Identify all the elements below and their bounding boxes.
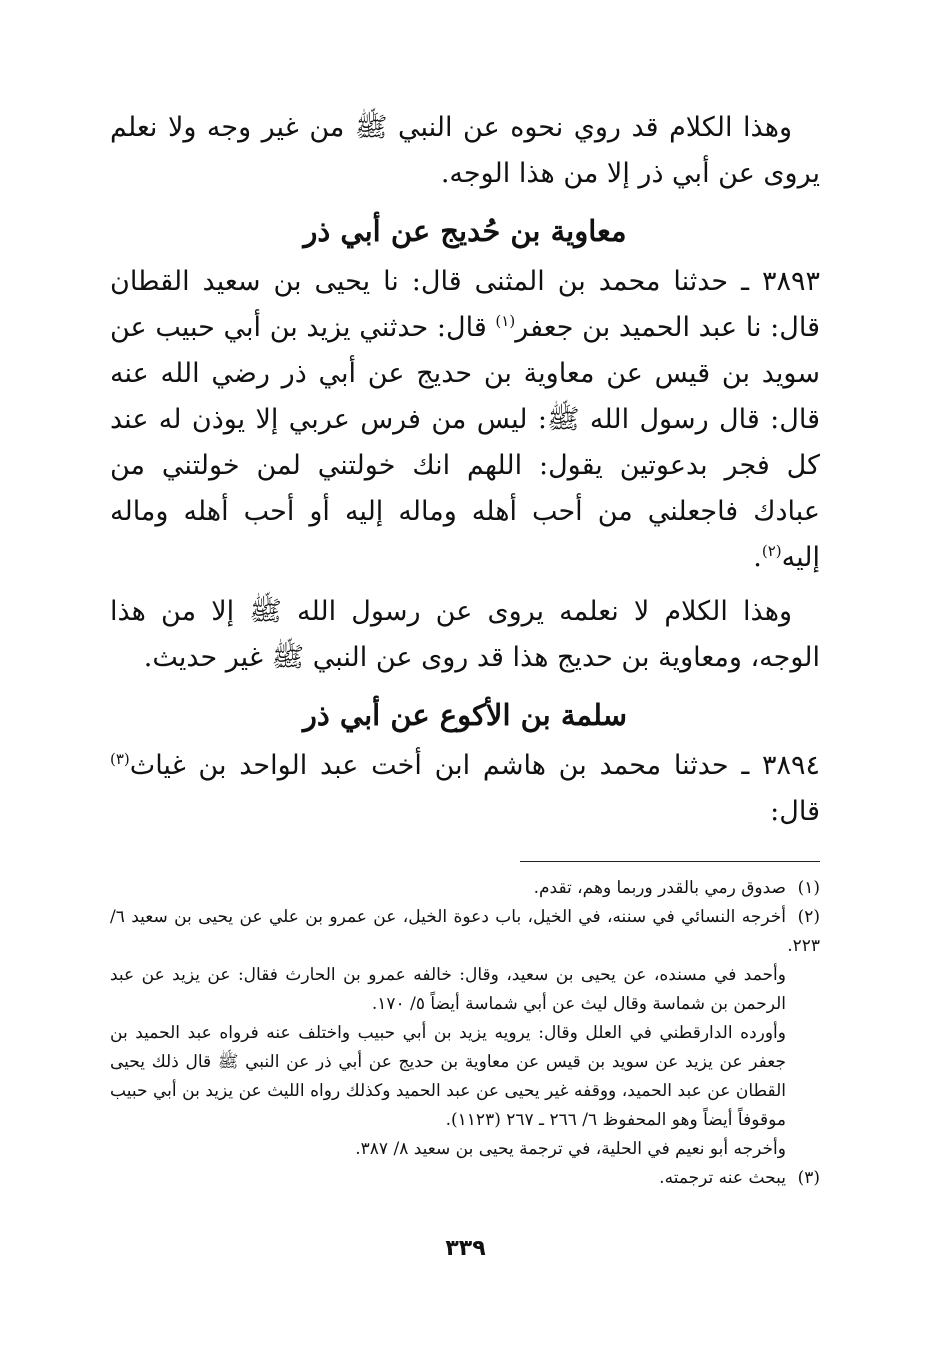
footnote-2 (110, 903, 820, 961)
footnote-text: أخرجه النسائي في سننه، في الخيل، باب دعوة الخيل، عن عمرو بن علي عن يحيى بن سعيد ٦/ ٢٢٣. (110, 907, 820, 956)
footnote-2-para-3: وأورده الدارقطني في العلل وقال: يرويه يزيد بن أبي حبيب واختلف عنه فرواه عبد الحميد بن جعفر عن يزيد عن سويد بن قيس عن معاوية بن حديج عن أبي ذر عن النبي ﷺ قال ذلك يحيى القطان عن عبد الحميد، ووقفه غير يحيى عن عبد الحميد وكذلك رواه الليث عن يزيد بن أبي حبيب موقوفاً أيضاً وهو المحفوظ ٦/ ٢٦٦ ـ ٢٦٧ (١١٢٣). (110, 1023, 786, 1130)
footnote-3 (110, 1164, 820, 1193)
section-heading-1: معاوية بن حُديج عن أبي ذر (303, 214, 627, 248)
footnote-number: (٢) (797, 907, 820, 927)
footnote-1 (110, 874, 820, 903)
hadith-text-a: حدثنا محمد بن هاشم ابن أخت عبد الواحد بن غياث (129, 750, 729, 781)
footnotes (110, 874, 820, 1193)
footnote-2-para-2: وأحمد في مسنده، عن يحيى بن سعيد، وقال: خالفه عمرو بن الحارث فقال: عن يزيد عن عبد الرحمن بن شماسة وقال ليث عن أبي شماسة أيضاً ٥/ ١٧٠. (110, 965, 786, 1014)
hadith-3893 (110, 259, 820, 581)
footnote-divider (520, 861, 820, 862)
hadith-text-b: قال: (770, 796, 820, 827)
footnote-number: (١) (797, 878, 820, 898)
hadith-number: ٣٨٩٤ ـ (741, 750, 820, 781)
footnote-text: يبحث عنه ترجمته. (659, 1168, 786, 1188)
footnote-ref-1: (١) (495, 312, 516, 330)
hadith-text-a: حدثنا محمد بن المثنى قال: نا يحيى بن سعيد القطان قال: نا عبد الحميد بن جعفر (110, 266, 820, 343)
hadith-end: . (753, 542, 762, 573)
main-text (110, 105, 820, 835)
page-number: ٣٣٩ (445, 1236, 486, 1261)
footnote-number: (٣) (797, 1168, 820, 1188)
section-heading-2: سلمة بن الأكوع عن أبي ذر (302, 698, 628, 732)
hadith-3894 (110, 743, 820, 835)
footnote-ref-3: (٣) (110, 750, 130, 768)
intro-paragraph: وهذا الكلام قد روي نحوه عن النبي ﷺ من غير وجه ولا نعلم يروى عن أبي ذر إلا من هذا الوجه. (110, 112, 820, 189)
hadith-text-b: قال: حدثني يزيد بن أبي حبيب عن سويد بن قيس عن معاوية بن حديج عن أبي ذر رضي الله عنه قال: قال رسول الله ﷺ: ليس من فرس عربي إلا يوذن له عند كل فجر بدعوتين يقول: اللهم انك خولتني لمن خولتني من عبادك فاجعلني من أحب أهله وماله إليه أو أحب أهله وماله إليه (110, 312, 820, 573)
footnote-2-para-4: وأخرجه أبو نعيم في الحلية، في ترجمة يحيى بن سعيد ٨/ ٣٨٧. (355, 1139, 786, 1159)
page-body (110, 105, 820, 1193)
footnote-text: صدوق رمي بالقدر وربما وهم، تقدم. (533, 878, 786, 898)
footnote-ref-2: (٢) (761, 542, 782, 560)
paragraph-2: وهذا الكلام لا نعلمه يروى عن رسول الله ﷺ إلا من هذا الوجه، ومعاوية بن حديج هذا قد روى عن النبي ﷺ غير حديث. (110, 596, 820, 673)
hadith-number: ٣٨٩٣ ـ (741, 266, 820, 297)
